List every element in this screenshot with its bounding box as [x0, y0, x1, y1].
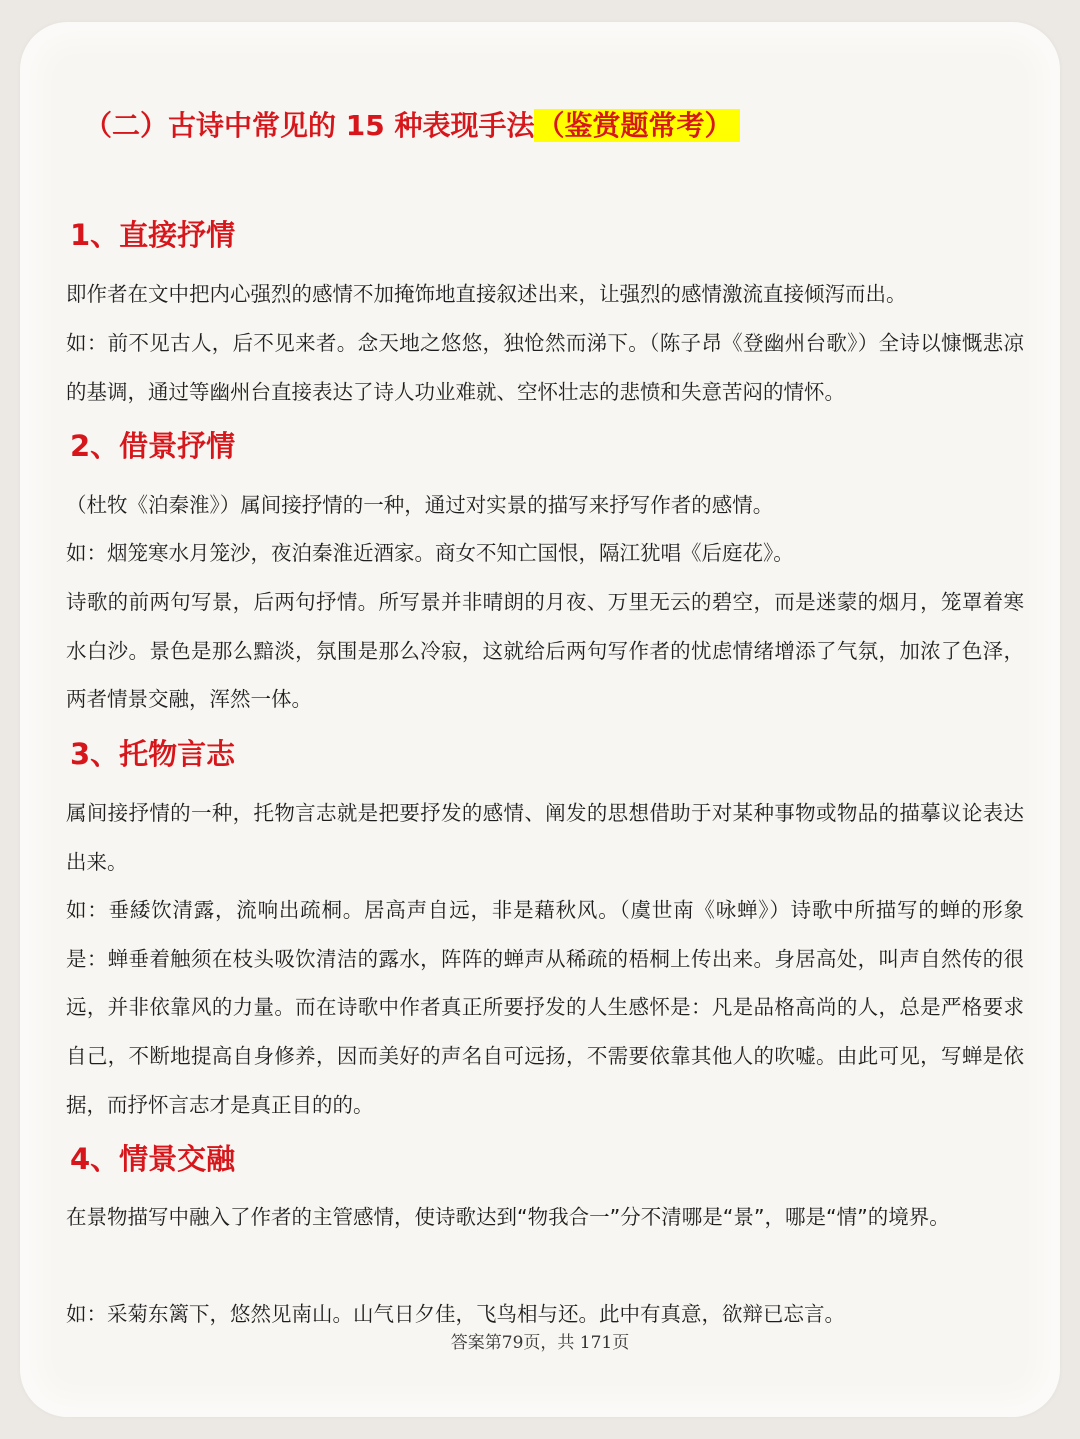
section-2-paragraph-1: （杜牧《泊秦淮》）属间接抒情的一种，通过对实景的描写来抒写作者的感情。 — [66, 493, 774, 517]
section-4-paragraph-2: 如：采菊东篱下，悠然见南山。山气日夕佳，飞鸟相与还。此中有真意，欲辩已忘言。 — [66, 1302, 845, 1326]
section-heading-4: 4、情景交融 — [70, 1142, 236, 1176]
page-title-main: （二）古诗中常见的 15 种表现手法 — [84, 109, 535, 142]
page-title — [84, 104, 740, 148]
section-3-paragraph-1: 属间接抒情的一种，托物言志就是把要抒发的感情、阐发的思想借助于对某种事物或物品的描摹议论表达出来。 — [66, 801, 1024, 874]
section-heading-1: 1、直接抒情 — [70, 218, 236, 252]
section-2-paragraph-3: 诗歌的前两句写景，后两句抒情。所写景并非晴朗的月夜、万里无云的碧空，而是迷蒙的烟月，笼罩着寒水白沙。景色是那么黯淡，氛围是那么冷寂，这就给后两句写作者的忧虑情绪增添了气氛，加浓了色泽，两者情景交融，浑然一体。 — [66, 590, 1024, 712]
document-page — [20, 22, 1060, 1417]
section-3-paragraph-2: 如：垂緌饮清露，流响出疏桐。居高声自远，非是藉秋风。（虞世南《咏蝉》）诗歌中所描写的蝉的形象是：蝉垂着触须在枝头吸饮清洁的露水，阵阵的蝉声从稀疏的梧桐上传出来。身居高处，叫声自然传的很远，并非依靠风的力量。而在诗歌中作者真正所要抒发的人生感怀是：凡是品格高尚的人，总是严格要求自己，不断地提高自身修养，因而美好的声名自可远扬，不需要依靠其他人的吹嘘。由此可见，写蝉是依据，而抒怀言志才是真正目的的。 — [66, 898, 1024, 1117]
section-heading-3: 3、托物言志 — [70, 737, 236, 771]
section-1-paragraph-2: 如：前不见古人，后不见来者。念天地之悠悠，独怆然而涕下。（陈子昂《登幽州台歌》）全诗以慷慨悲凉的基调，通过等幽州台直接表达了诗人功业难就、空怀壮志的悲愤和失意苦闷的情怀。 — [66, 331, 1024, 404]
page-footer: 答案第79页，共 171页 — [450, 1333, 630, 1353]
section-1-paragraph-1: 即作者在文中把内心强烈的感情不加掩饰地直接叙述出来，让强烈的感情激流直接倾泻而出。 — [66, 282, 907, 306]
page-title-highlight: （鉴赏题常考） — [534, 109, 740, 142]
section-heading-2: 2、借景抒情 — [70, 429, 236, 463]
section-4-paragraph-1: 在景物描写中融入了作者的主管感情，使诗歌达到“物我合一”分不清哪是“景”，哪是“情”的境界。 — [66, 1205, 950, 1229]
section-2-paragraph-2: 如：烟笼寒水月笼沙，夜泊秦淮近酒家。商女不知亡国恨，隔江犹唱《后庭花》。 — [66, 541, 794, 565]
